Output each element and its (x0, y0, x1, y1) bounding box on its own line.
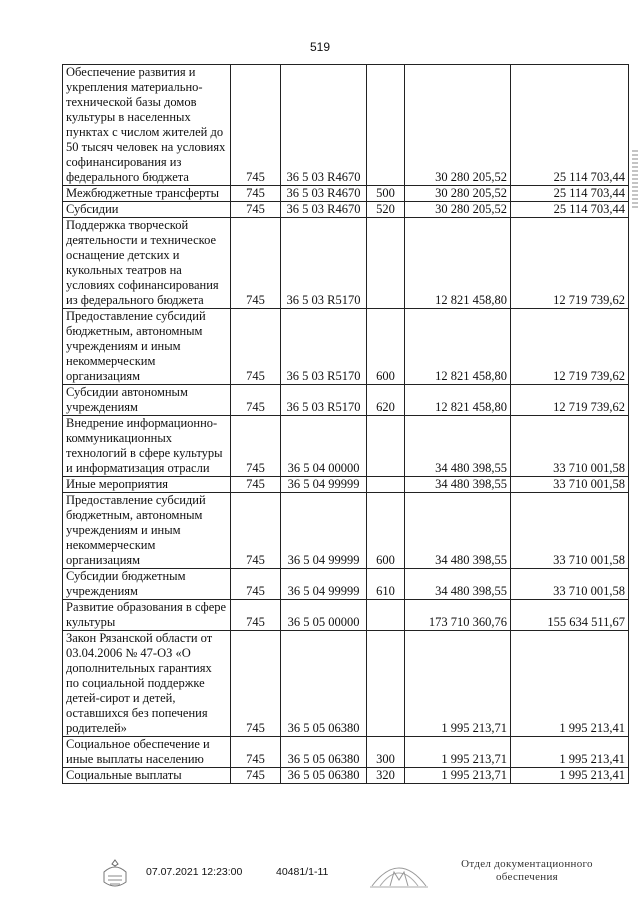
cell-sum-2: 1 995 213,41 (511, 768, 629, 784)
cell-sum-1: 30 280 205,52 (405, 186, 511, 202)
cell-expense-type (367, 218, 405, 309)
cell-sum-2: 33 710 001,58 (511, 569, 629, 600)
table-row (63, 737, 629, 768)
cell-expense-type: 620 (367, 385, 405, 416)
table-row (63, 600, 629, 631)
cell-expense-type (367, 631, 405, 737)
cell-sum-2: 25 114 703,44 (511, 65, 629, 186)
cell-sum-2: 12 719 739,62 (511, 309, 629, 385)
cell-article: 36 5 04 99999 (281, 493, 367, 569)
cell-article: 36 5 03 R5170 (281, 385, 367, 416)
cell-expense-type: 300 (367, 737, 405, 768)
department-stamp (452, 858, 602, 884)
cell-ministry: 745 (231, 385, 281, 416)
cell-expense-type: 500 (367, 186, 405, 202)
cell-ministry: 745 (231, 600, 281, 631)
cell-sum-1: 12 821 458,80 (405, 309, 511, 385)
table-row (63, 202, 629, 218)
footer-doc-number: 40481/1-11 (276, 866, 329, 878)
cell-article: 36 5 03 R5170 (281, 218, 367, 309)
cell-sum-2: 12 719 739,62 (511, 218, 629, 309)
cell-sum-1: 1 995 213,71 (405, 631, 511, 737)
cell-ministry: 745 (231, 416, 281, 477)
cell-expense-type (367, 600, 405, 631)
cell-sum-1: 30 280 205,52 (405, 65, 511, 186)
cell-name: Предоставление субсидий бюджетным, автономным учреждениям и иным некоммерческим организациям (63, 309, 231, 385)
cell-sum-1: 12 821 458,80 (405, 385, 511, 416)
cell-ministry: 745 (231, 218, 281, 309)
cell-sum-1: 1 995 213,71 (405, 768, 511, 784)
cell-ministry: 745 (231, 65, 281, 186)
cell-sum-2: 33 710 001,58 (511, 416, 629, 477)
table-row (63, 477, 629, 493)
cell-name: Социальные выплаты (63, 768, 231, 784)
table-row (63, 493, 629, 569)
cell-ministry: 745 (231, 737, 281, 768)
cell-sum-2: 12 719 739,62 (511, 385, 629, 416)
emblem-icon (100, 858, 130, 892)
table-row (63, 309, 629, 385)
cell-ministry: 745 (231, 309, 281, 385)
cell-ministry: 745 (231, 186, 281, 202)
cell-sum-2: 1 995 213,41 (511, 737, 629, 768)
cell-name: Социальное обеспечение и иные выплаты населению (63, 737, 231, 768)
cell-expense-type: 610 (367, 569, 405, 600)
scan-edge-mark (632, 150, 638, 210)
cell-sum-2: 25 114 703,44 (511, 202, 629, 218)
cell-name: Обеспечение развития и укрепления материально-технической базы домов культуры в населенных пунктах с числом жителей до 50 тысяч человек на условиях софинансирования из федерального бюджета (63, 65, 231, 186)
table-row (63, 416, 629, 477)
cell-sum-2: 1 995 213,41 (511, 631, 629, 737)
cell-article: 36 5 03 R4670 (281, 65, 367, 186)
cell-expense-type: 600 (367, 309, 405, 385)
cell-expense-type (367, 416, 405, 477)
cell-ministry: 745 (231, 202, 281, 218)
cell-name: Субсидии автономным учреждениям (63, 385, 231, 416)
cell-ministry: 745 (231, 569, 281, 600)
page-number: 519 (309, 40, 331, 54)
cell-sum-1: 12 821 458,80 (405, 218, 511, 309)
cell-sum-1: 34 480 398,55 (405, 416, 511, 477)
table-row (63, 569, 629, 600)
cell-article: 36 5 05 00000 (281, 600, 367, 631)
cell-article: 36 5 05 06380 (281, 768, 367, 784)
cell-sum-1: 34 480 398,55 (405, 493, 511, 569)
cell-name: Межбюджетные трансферты (63, 186, 231, 202)
cell-sum-1: 173 710 360,76 (405, 600, 511, 631)
cell-expense-type (367, 477, 405, 493)
cell-sum-1: 34 480 398,55 (405, 569, 511, 600)
cell-expense-type: 520 (367, 202, 405, 218)
table-row (63, 631, 629, 737)
cell-article: 36 5 05 06380 (281, 631, 367, 737)
cell-sum-2: 25 114 703,44 (511, 186, 629, 202)
footer-datetime: 07.07.2021 12:23:00 (146, 866, 243, 878)
cell-article: 36 5 04 99999 (281, 569, 367, 600)
table-row (63, 768, 629, 784)
cell-sum-1: 34 480 398,55 (405, 477, 511, 493)
cell-sum-2: 33 710 001,58 (511, 477, 629, 493)
cell-name: Развитие образования в сфере культуры (63, 600, 231, 631)
cell-sum-1: 1 995 213,71 (405, 737, 511, 768)
page-footer (0, 856, 640, 896)
seal-icon (368, 856, 430, 890)
table-row (63, 186, 629, 202)
budget-table (62, 64, 629, 784)
cell-name: Предоставление субсидий бюджетным, автономным учреждениям и иным некоммерческим организациям (63, 493, 231, 569)
cell-article: 36 5 04 99999 (281, 477, 367, 493)
cell-name: Внедрение информационно-коммуникационных технологий в сфере культуры и информатизация отрасли (63, 416, 231, 477)
cell-article: 36 5 05 06380 (281, 737, 367, 768)
cell-article: 36 5 03 R4670 (281, 186, 367, 202)
cell-expense-type: 320 (367, 768, 405, 784)
cell-ministry: 745 (231, 493, 281, 569)
cell-article: 36 5 03 R5170 (281, 309, 367, 385)
cell-sum-2: 33 710 001,58 (511, 493, 629, 569)
table-row (63, 218, 629, 309)
cell-ministry: 745 (231, 631, 281, 737)
cell-name: Поддержка творческой деятельности и техническое оснащение детских и кукольных театров на условиях софинансирования из федерального бюджета (63, 218, 231, 309)
cell-ministry: 745 (231, 477, 281, 493)
table-row (63, 385, 629, 416)
cell-sum-2: 155 634 511,67 (511, 600, 629, 631)
cell-ministry: 745 (231, 768, 281, 784)
cell-name: Иные мероприятия (63, 477, 231, 493)
stamp-line-1: Отдел документационного (461, 858, 593, 870)
cell-article: 36 5 03 R4670 (281, 202, 367, 218)
cell-name: Закон Рязанской области от 03.04.2006 № 47-ОЗ «О дополнительных гарантиях по социальной поддержке детей-сирот и детей, оставшихся без попечения родителей» (63, 631, 231, 737)
budget-table-body (63, 65, 629, 784)
cell-expense-type (367, 65, 405, 186)
cell-name: Субсидии (63, 202, 231, 218)
cell-name: Субсидии бюджетным учреждениям (63, 569, 231, 600)
cell-sum-1: 30 280 205,52 (405, 202, 511, 218)
cell-expense-type: 600 (367, 493, 405, 569)
stamp-line-2: обеспечения (495, 871, 559, 883)
cell-article: 36 5 04 00000 (281, 416, 367, 477)
table-row (63, 65, 629, 186)
